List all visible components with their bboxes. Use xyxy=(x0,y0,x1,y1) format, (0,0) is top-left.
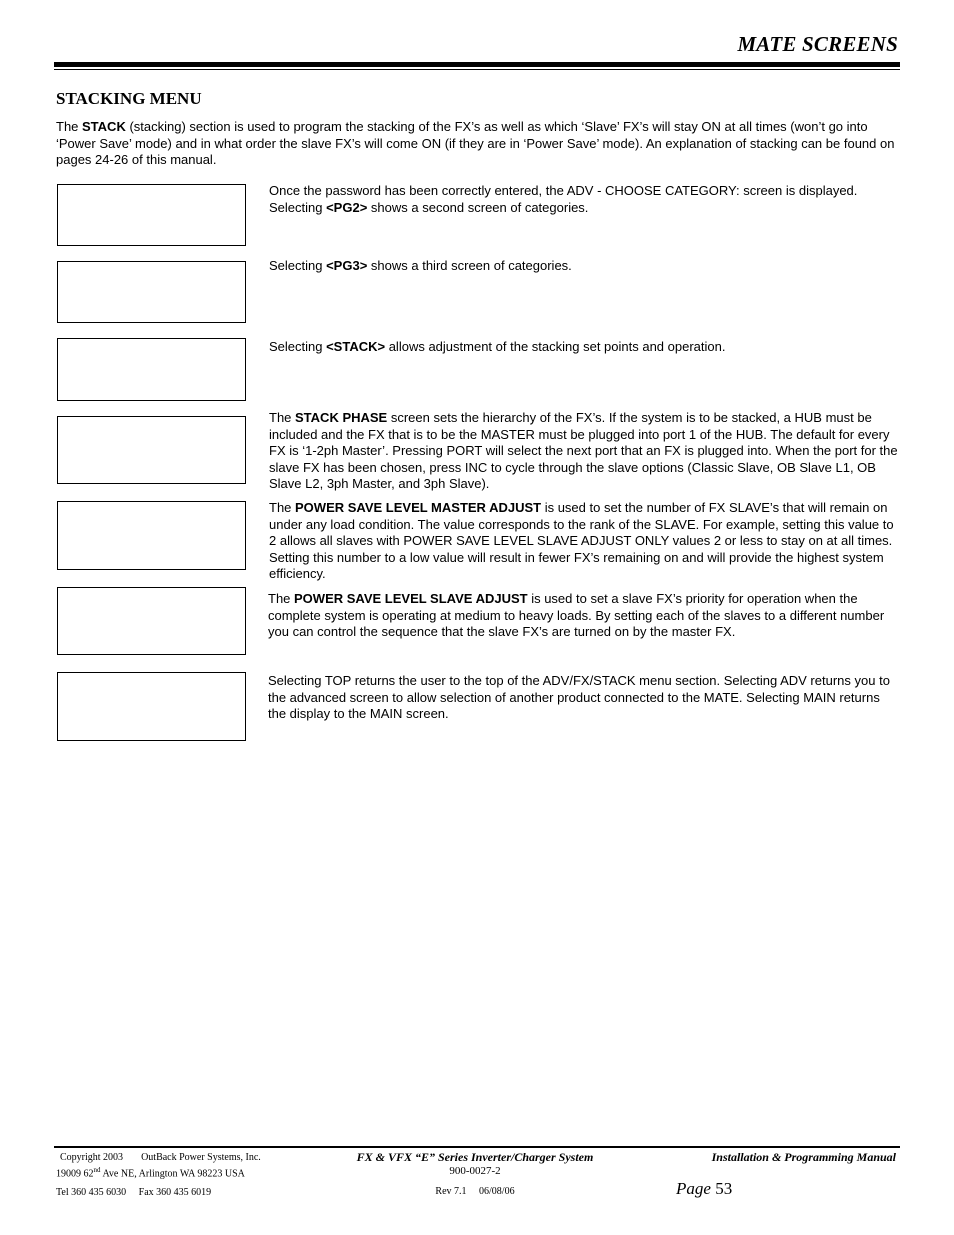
section-heading: STACKING MENU xyxy=(56,89,202,108)
footer-part-number: 900-0027-2 xyxy=(449,1165,501,1177)
header-rule-thin xyxy=(54,69,900,70)
description-page-3: Selecting <STACK> allows adjustment of the stacking set points and operation. xyxy=(269,339,726,354)
description-stack-phase: The STACK PHASE screen sets the hierarchy of the FX’s. If the system is to be stacked, a HUB must be included and the FX that is to be the MASTER must be plugged into port 1 of the HUB. The default for every FX is ‘1-2ph Master’. Pressing PORT will select the next port that an FX is plugged into. When the port for the slave FX has been chosen, press INC to cycle through the slave options (Classic Slave, OB Slave L1, OB Slave L2, 3ph Master, and 3ph Slave). xyxy=(269,410,898,491)
intro-paragraph xyxy=(56,119,902,169)
footer-rule xyxy=(54,1146,900,1148)
footer-system-title: FX & VFX “E” Series Inverter/Charger System xyxy=(356,1150,594,1164)
description-stack-end: Selecting TOP returns the user to the top of the ADV/FX/STACK menu section. Selecting ADV returns you to the advanced screen to allow selection of another product connected to the MATE. Selecting MAIN returns the display to the MAIN screen. xyxy=(268,673,890,721)
screen-box-power-save-master xyxy=(57,501,246,570)
screen-box-page-3 xyxy=(57,338,246,401)
intro-keyword: STACK xyxy=(82,119,126,134)
footer-revision: Rev 7.1 06/08/06 xyxy=(435,1186,515,1197)
description-page-2: Selecting <PG3> shows a third screen of categories. xyxy=(269,258,572,273)
screen-box-page-2 xyxy=(57,261,246,323)
footer-copyright: Copyright 2003 OutBack Power Systems, Inc. xyxy=(60,1152,261,1163)
footer-address: 19009 62nd Ave NE, Arlington WA 98223 USA xyxy=(56,1166,245,1180)
screen-box-choose-category xyxy=(57,184,246,246)
footer-manual-title: Installation & Programming Manual xyxy=(711,1150,896,1164)
description-choose-category: Once the password has been correctly entered, the ADV - CHOOSE CATEGORY: screen is displayed. Selecting <PG2> shows a second screen of categories. xyxy=(269,183,858,215)
header-rule-thick xyxy=(54,62,900,67)
screen-box-power-save-slave xyxy=(57,587,246,655)
page-title: MATE SCREENS xyxy=(737,32,898,56)
intro-text: The xyxy=(56,119,83,134)
screen-box-stack-end xyxy=(57,672,246,741)
footer-phone: Tel 360 435 6030 Fax 360 435 6019 xyxy=(56,1187,212,1198)
description-power-save-master: The POWER SAVE LEVEL MASTER ADJUST is used to set the number of FX SLAVE’s that will remain on under any load condition. The value corresponds to the rank of the SLAVE. For example, setting this value to 2 allows all slaves with POWER SAVE LEVEL SLAVE ADJUST ONLY values 2 or less to stay on at all times. Setting this number to a low value will result in fewer FX’s remaining on and will provide the highest system efficiency. xyxy=(269,500,894,581)
screen-box-stack-phase xyxy=(57,416,246,484)
page-number: Page 53 xyxy=(676,1179,733,1198)
intro-text: (stacking) section is used to program the stacking of the FX’s as well as which ‘Slave’ FX’s will stay ON at all times (won’t go into ‘Power Save’ mode) and in what order the slave FX’s will come ON (if they are in ‘Power Save’ mode). An explanation of stacking can be found on pages 24-26 of this manual. xyxy=(56,119,895,167)
description-power-save-slave: The POWER SAVE LEVEL SLAVE ADJUST is used to set a slave FX’s priority for operation when the complete system is operating at medium to heavy loads. By setting each of the slaves to a different number you can control the sequence that the slave FX’s are turned on by the master FX. xyxy=(268,591,885,639)
